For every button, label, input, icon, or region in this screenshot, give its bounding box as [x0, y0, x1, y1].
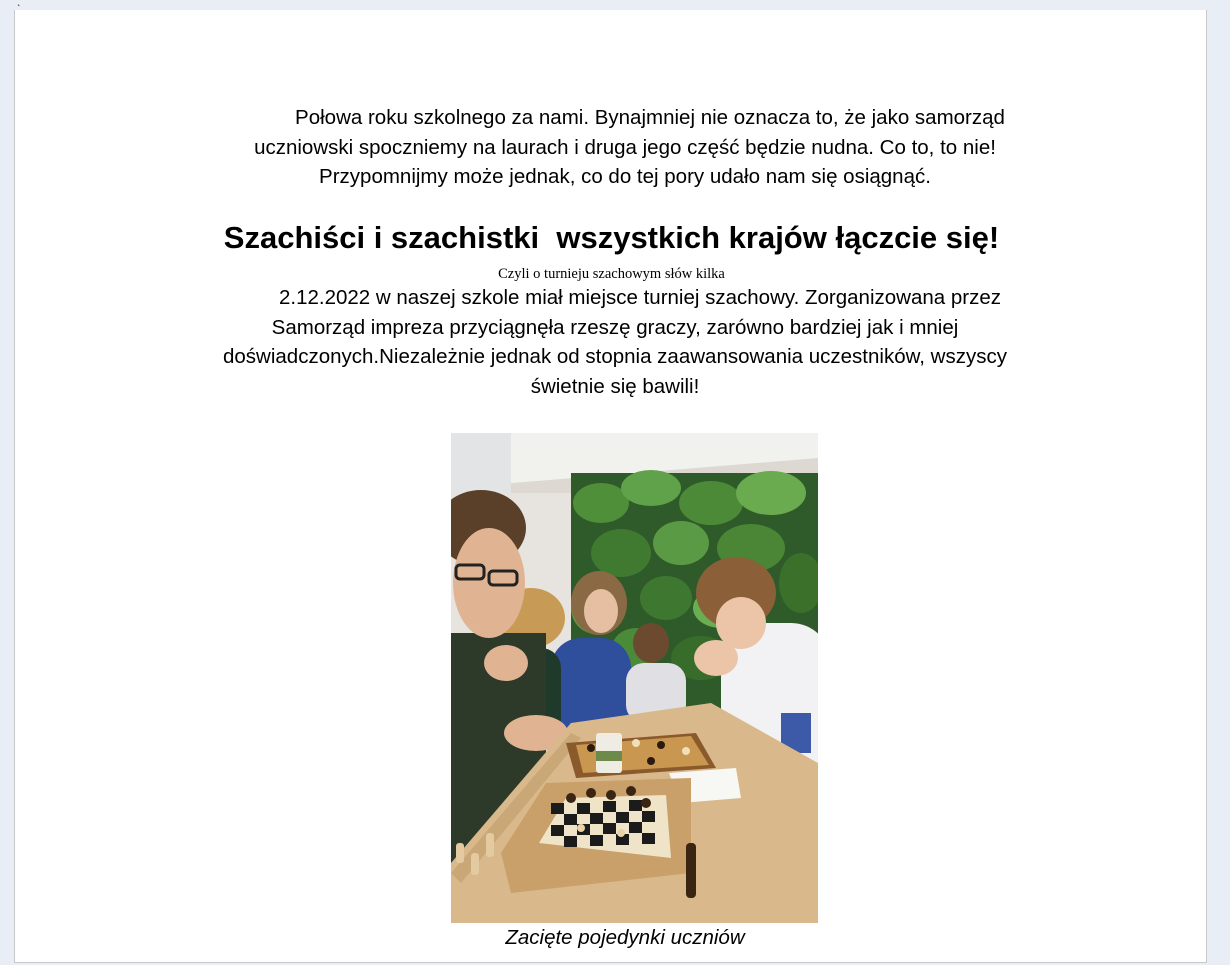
article-line-2: Samorząd impreza przyciągnęła rzeszę graczy, zarówno bardziej jak i mniej [271, 315, 959, 339]
article-paragraph [180, 283, 1050, 401]
article-headline: Szachiści i szachistki wszystkich krajów łączcie się! [223, 220, 1000, 255]
paper-cup [596, 733, 622, 773]
article-line-4: świetnie się bawili! [530, 374, 700, 398]
article-line-3: doświadczonych.Niezależnie jednak od stopnia zaawansowania uczestników, wszyscy [223, 345, 1007, 368]
viewer-top-strip [0, 0, 1230, 10]
intro-line-2: uczniowski spoczniemy na laurach i druga jego część będzie nudna. Co to, to nie! [254, 135, 996, 159]
article-line-1: 2.12.2022 w naszej szkole miał miejsce turniej szachowy. Zorganizowana przez [278, 286, 1001, 309]
chess-photo-illustration [451, 433, 818, 923]
document-page [14, 10, 1207, 963]
article-subtitle: Czyli o turnieju szachowym słów kilka [498, 266, 725, 282]
intro-line-1: Połowa roku szkolnego za nami. Bynajmniej nie oznacza to, że jako samorząd [295, 106, 1005, 129]
chess-tournament-photo [451, 433, 818, 923]
photo-caption: Zacięte pojedynki uczniów [505, 926, 745, 949]
black-king-piece [686, 843, 696, 898]
intro-line-3: Przypomnijmy może jednak, co do tej pory udało nam się osiągnąć. [319, 165, 931, 188]
intro-paragraph [195, 103, 1055, 192]
page-corner-mark: ˛ [16, 0, 22, 7]
